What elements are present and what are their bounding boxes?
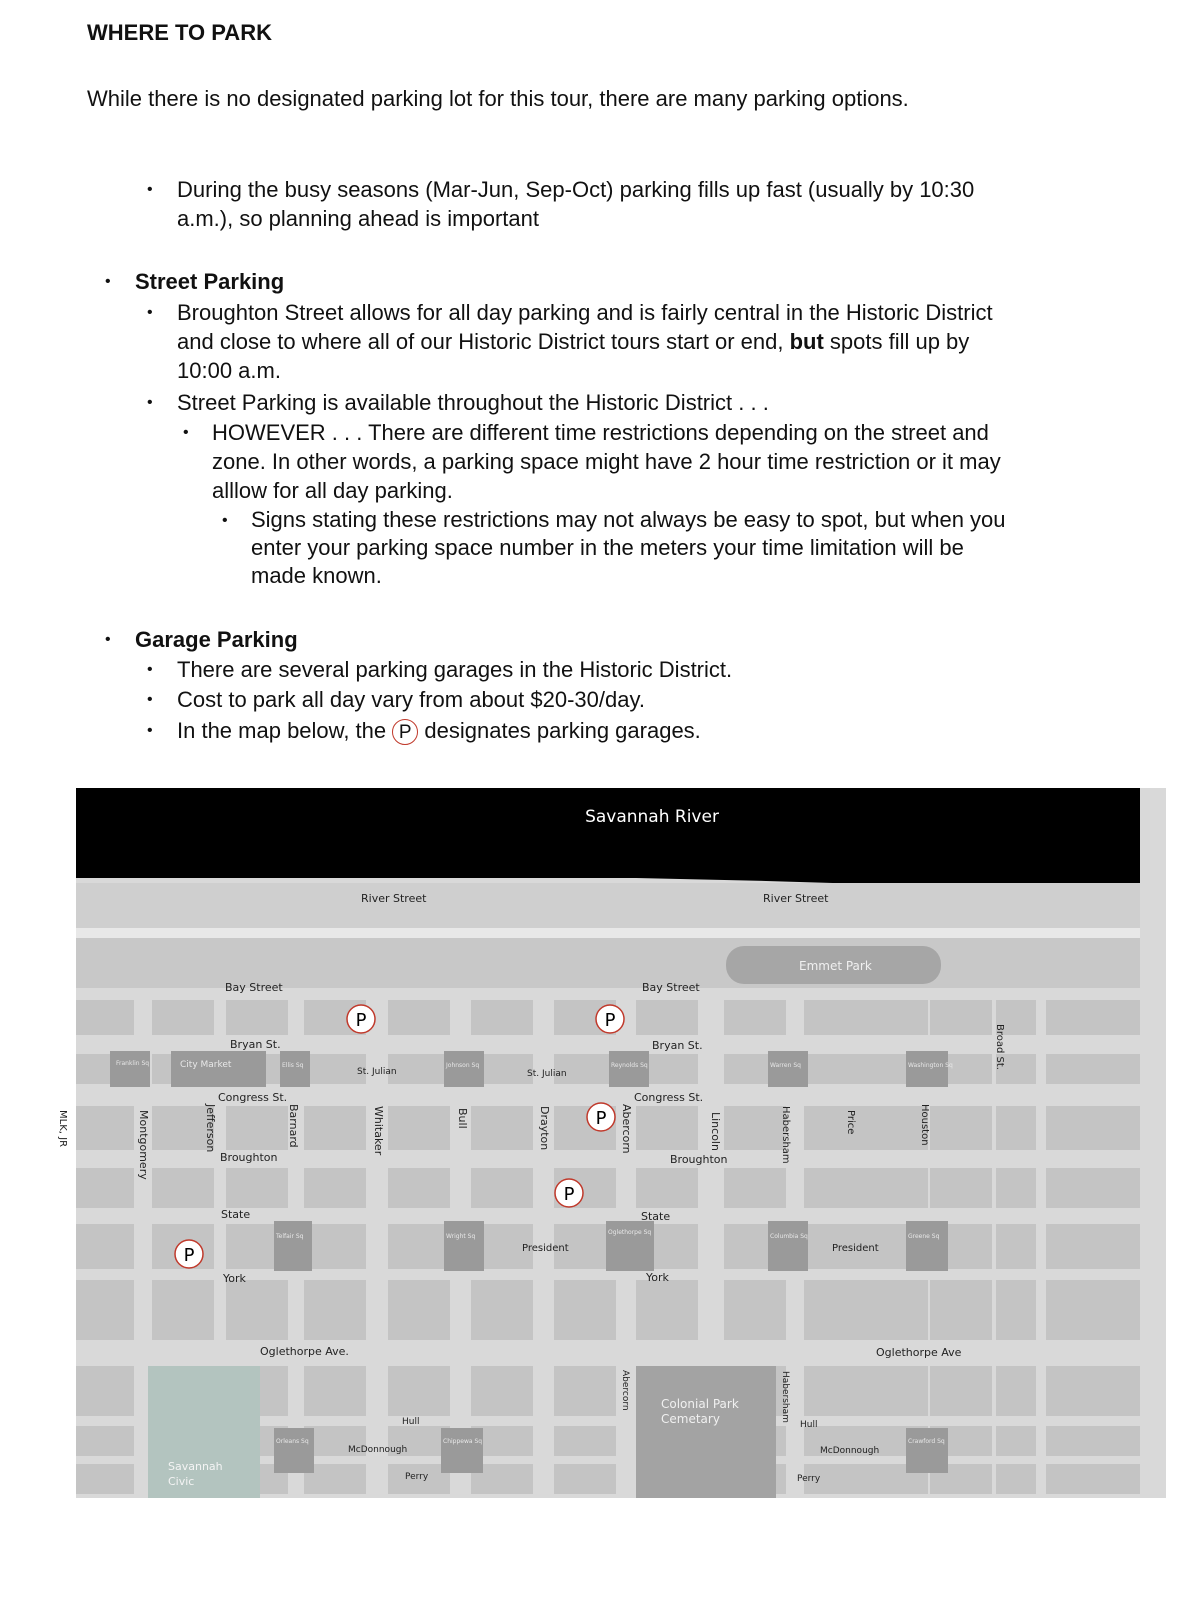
city-block: [304, 1224, 366, 1269]
price-street-label: Price: [845, 1110, 856, 1135]
washington-square-label: Washington Sq: [908, 1062, 953, 1069]
ellis-square: [280, 1051, 310, 1087]
drayton-street-label: Drayton: [538, 1106, 551, 1151]
signs-line: Signs stating these restrictions may not always be easy to spot, but when you: [251, 507, 1006, 532]
franklin-square: [110, 1051, 150, 1087]
greene-square-label: Greene Sq: [908, 1233, 940, 1240]
city-market-label: City Market: [180, 1060, 232, 1070]
civic-label: Civic: [168, 1475, 195, 1488]
houston-street-label: Houston: [919, 1104, 930, 1146]
city-block: [724, 1000, 786, 1035]
busy-note: [177, 175, 974, 233]
colonial-park-label: Cemetary: [661, 1412, 720, 1426]
oglethorpe-ave-label: Oglethorpe Ave.: [260, 1345, 349, 1358]
historic-district-map: [57, 788, 1166, 1528]
city-block: [1046, 1224, 1140, 1269]
river-label: Savannah River: [585, 807, 719, 827]
city-block: [554, 1280, 616, 1340]
bullet-icon: •: [147, 722, 153, 739]
perry-street-label: Perry: [797, 1474, 821, 1484]
warren-square-label: Warren Sq: [770, 1062, 801, 1069]
city-block: [76, 1366, 134, 1416]
bullet-icon: •: [147, 181, 153, 198]
city-block: [804, 1168, 866, 1208]
bay-street-label: Bay Street: [642, 981, 700, 994]
but-emphasis: but: [789, 329, 824, 354]
city-block: [76, 1280, 134, 1340]
city-block: [1046, 1054, 1140, 1084]
parking-garage-label: P: [355, 1010, 367, 1031]
crawford-square-label: Crawford Sq: [908, 1438, 945, 1445]
state-street-label: State: [641, 1210, 671, 1223]
orleans-square-label: Orleans Sq: [276, 1438, 309, 1445]
bullet-icon: •: [147, 661, 153, 678]
city-block: [152, 1168, 214, 1208]
president-street-label: President: [522, 1243, 569, 1254]
garage-map-note-pre: In the map below, the: [177, 718, 387, 743]
city-block: [304, 1106, 366, 1150]
bryan-street-label: Bryan St.: [230, 1038, 281, 1051]
city-block: [554, 1426, 616, 1456]
president-street-label: President: [832, 1243, 879, 1254]
city-block: [996, 1366, 1036, 1416]
reynolds-square: [609, 1051, 649, 1087]
parking-garage-label: P: [183, 1245, 195, 1266]
city-block: [388, 1168, 450, 1208]
however-note: [212, 418, 1001, 505]
st-julian-label: St. Julian: [527, 1069, 567, 1079]
city-block: [1046, 1000, 1140, 1035]
river-street-label: River Street: [763, 892, 829, 905]
bullet-icon: •: [147, 304, 153, 321]
waterfront: [76, 883, 1140, 928]
barnard-street-label: Barnard: [287, 1104, 300, 1148]
crawford-square: [906, 1428, 948, 1473]
parking-garage-marker: [555, 1179, 583, 1207]
habersham-street-label: Habersham: [780, 1371, 790, 1423]
wright-square: [444, 1221, 484, 1271]
montgomery-street-label: Montgomery: [137, 1110, 150, 1180]
broughton-line: 10:00 a.m.: [177, 358, 281, 383]
colonial-park: [636, 1366, 776, 1498]
city-block: [226, 1280, 288, 1340]
johnson-square: [444, 1051, 484, 1087]
city-block: [724, 1168, 786, 1208]
broughton-note: [177, 298, 993, 385]
city-block: [471, 1280, 533, 1340]
parking-garage-marker: [596, 1005, 624, 1033]
parking-garage-label: P: [604, 1010, 616, 1031]
jefferson-street-label: Jefferson: [204, 1104, 217, 1153]
city-block: [76, 1224, 134, 1269]
city-block: [636, 1280, 698, 1340]
city-block: [804, 1280, 866, 1340]
however-line: HOWEVER . . . There are different time restrictions depending on the street and: [212, 420, 989, 445]
busy-note-line: During the busy seasons (Mar-Jun, Sep-Oct) parking fills up fast (usually by 10:30: [177, 177, 975, 202]
garage-item: Cost to park all day vary from about $20-30/day.: [177, 687, 645, 712]
bullet-icon: •: [147, 691, 153, 708]
city-block: [996, 1426, 1036, 1456]
york-street-label: York: [223, 1272, 246, 1285]
columbia-square-label: Columbia Sq: [770, 1233, 808, 1240]
bryan-street-label: Bryan St.: [652, 1039, 703, 1052]
city-block: [304, 1168, 366, 1208]
chippewa-square: [441, 1428, 483, 1473]
city-block: [226, 1168, 288, 1208]
city-block: [388, 1106, 450, 1150]
city-block: [930, 1000, 992, 1035]
city-block: [804, 1366, 866, 1416]
lincoln-street-label: Lincoln: [709, 1112, 722, 1151]
city-block: [1046, 1464, 1140, 1494]
city-block: [724, 1280, 786, 1340]
bay-street-label: Bay Street: [225, 981, 283, 994]
river-street-label: River Street: [361, 892, 427, 905]
parking-garage-label: P: [595, 1108, 607, 1129]
state-street-label: State: [221, 1208, 251, 1221]
hull-street-label: Hull: [800, 1420, 818, 1430]
city-block: [76, 1464, 134, 1494]
city-block: [304, 1366, 366, 1416]
city-block: [996, 1224, 1036, 1269]
broughton-text: spots fill up by: [823, 329, 970, 354]
city-block: [804, 1000, 866, 1035]
habersham-street-label: Habersham: [780, 1106, 791, 1164]
colonial-park-label: Colonial Park: [661, 1397, 739, 1411]
bullet-icon: •: [183, 424, 189, 441]
mcdonnough-street-label: McDonnough: [820, 1446, 880, 1456]
mlk-street-label: MLK, JR: [57, 1110, 68, 1148]
however-line: zone. In other words, a parking space might have 2 hour time restriction or it may: [212, 449, 1001, 474]
garage-map-note: [177, 716, 701, 745]
st-julian-label: St. Julian: [357, 1067, 397, 1077]
bullet-icon: •: [147, 394, 153, 411]
bull-street-label: Bull: [456, 1108, 469, 1129]
city-block: [152, 1000, 214, 1035]
city-block: [152, 1280, 214, 1340]
city-block: [866, 1106, 928, 1150]
street-available-note: Street Parking is available throughout the Historic District . . .: [177, 390, 769, 415]
broughton-line: Broughton Street allows for all day parking and is fairly central in the Historic District: [177, 300, 993, 325]
bullet-icon: •: [222, 512, 228, 529]
signs-line: made known.: [251, 563, 382, 588]
city-block: [866, 1280, 928, 1340]
abercorn-street-label: Abercorn: [620, 1370, 630, 1411]
city-block: [996, 1168, 1036, 1208]
city-block: [866, 1000, 928, 1035]
city-block: [1046, 1366, 1140, 1416]
broughton-text: and close to where all of our Historic District tours start or end,: [177, 329, 790, 354]
broughton-street-label: Broughton: [670, 1153, 728, 1166]
city-block: [1046, 1280, 1140, 1340]
city-block: [1046, 1426, 1140, 1456]
signs-note: [251, 506, 1006, 590]
bullet-icon: •: [105, 273, 111, 290]
city-block: [226, 1106, 288, 1150]
perry-street-label: Perry: [405, 1472, 429, 1482]
city-block: [76, 1106, 134, 1150]
city-block: [996, 1106, 1036, 1150]
parking-garage-marker: [587, 1103, 615, 1131]
city-block: [1046, 1106, 1140, 1150]
city-block: [804, 1054, 866, 1084]
wright-square-label: Wright Sq: [446, 1233, 476, 1240]
however-line: alllow for all day parking.: [212, 478, 453, 503]
city-block: [304, 1280, 366, 1340]
parking-garage-label: P: [563, 1184, 575, 1205]
oglethorpe-square-label: Oglethorpe Sq: [608, 1229, 652, 1236]
bullet-icon: •: [105, 631, 111, 648]
abercorn-street-label: Abercorn: [620, 1104, 633, 1154]
broughton-line: [177, 327, 993, 356]
city-block: [554, 1464, 616, 1494]
washington-square: [906, 1051, 948, 1087]
city-block: [471, 1000, 533, 1035]
city-block: [471, 1366, 533, 1416]
city-block: [388, 1054, 450, 1084]
river-street-road: [76, 928, 1140, 938]
city-block: [388, 1000, 450, 1035]
city-block: [636, 1106, 698, 1150]
city-block: [930, 1366, 992, 1416]
mcdonnough-street-label: McDonnough: [348, 1445, 408, 1455]
telfair-square: [274, 1221, 312, 1271]
city-block: [930, 1168, 992, 1208]
garage-item: There are several parking garages in the Historic District.: [177, 657, 733, 682]
warren-square: [768, 1051, 808, 1087]
city-block: [471, 1168, 533, 1208]
signs-line: enter your parking space number in the meters your time limitation will be: [251, 535, 964, 560]
city-block: [76, 1426, 134, 1456]
city-block: [388, 1224, 450, 1269]
chippewa-square-label: Chippewa Sq: [443, 1438, 483, 1445]
city-block: [388, 1280, 450, 1340]
broughton-street-label: Broughton: [220, 1151, 278, 1164]
franklin-square-label: Franklin Sq: [116, 1060, 150, 1067]
street-parking-heading: Street Parking: [135, 269, 285, 294]
savannah-civic: [148, 1366, 260, 1498]
johnson-square-label: Johnson Sq: [446, 1062, 480, 1069]
congress-street-label: Congress St.: [218, 1091, 288, 1104]
orleans-square: [274, 1428, 314, 1473]
city-block: [930, 1280, 992, 1340]
garage-map-note-post: designates parking garages.: [424, 718, 701, 743]
city-block: [996, 1464, 1036, 1494]
hull-street-label: Hull: [402, 1417, 420, 1427]
city-block: [724, 1106, 786, 1150]
city-block: [866, 1168, 928, 1208]
york-street-label: York: [646, 1271, 669, 1284]
greene-square: [906, 1221, 948, 1271]
congress-street-label: Congress St.: [634, 1091, 704, 1104]
parking-garage-marker: [347, 1005, 375, 1033]
broad-street-label: Broad St.: [994, 1024, 1005, 1070]
civic-label: Savannah: [168, 1460, 223, 1473]
city-block: [76, 1000, 134, 1035]
city-block: [471, 1106, 533, 1150]
city-block: [1046, 1168, 1140, 1208]
city-block: [930, 1106, 992, 1150]
parking-garage-marker: [175, 1240, 203, 1268]
whitaker-street-label: Whitaker: [372, 1106, 385, 1156]
ellis-square-label: Ellis Sq: [282, 1062, 304, 1069]
city-block: [554, 1366, 616, 1416]
city-block: [76, 1168, 134, 1208]
city-block: [866, 1366, 928, 1416]
page-title: WHERE TO PARK: [87, 20, 272, 45]
columbia-square: [768, 1221, 808, 1271]
city-block: [996, 1280, 1036, 1340]
city-block: [226, 1000, 288, 1035]
emmet-park-label: Emmet Park: [799, 959, 872, 973]
intro-text: While there is no designated parking lot for this tour, there are many parking options.: [87, 86, 909, 111]
city-block: [636, 1168, 698, 1208]
garage-parking-heading: Garage Parking: [135, 627, 298, 652]
oglethorpe-ave-label: Oglethorpe Ave: [876, 1346, 962, 1359]
telfair-square-label: Telfair Sq: [276, 1233, 304, 1240]
reynolds-square-label: Reynolds Sq: [611, 1062, 648, 1069]
busy-note-line: a.m.), so planning ahead is important: [177, 206, 539, 231]
city-block: [388, 1366, 450, 1416]
city-block: [636, 1000, 698, 1035]
parking-garage-icon: P: [392, 719, 418, 745]
